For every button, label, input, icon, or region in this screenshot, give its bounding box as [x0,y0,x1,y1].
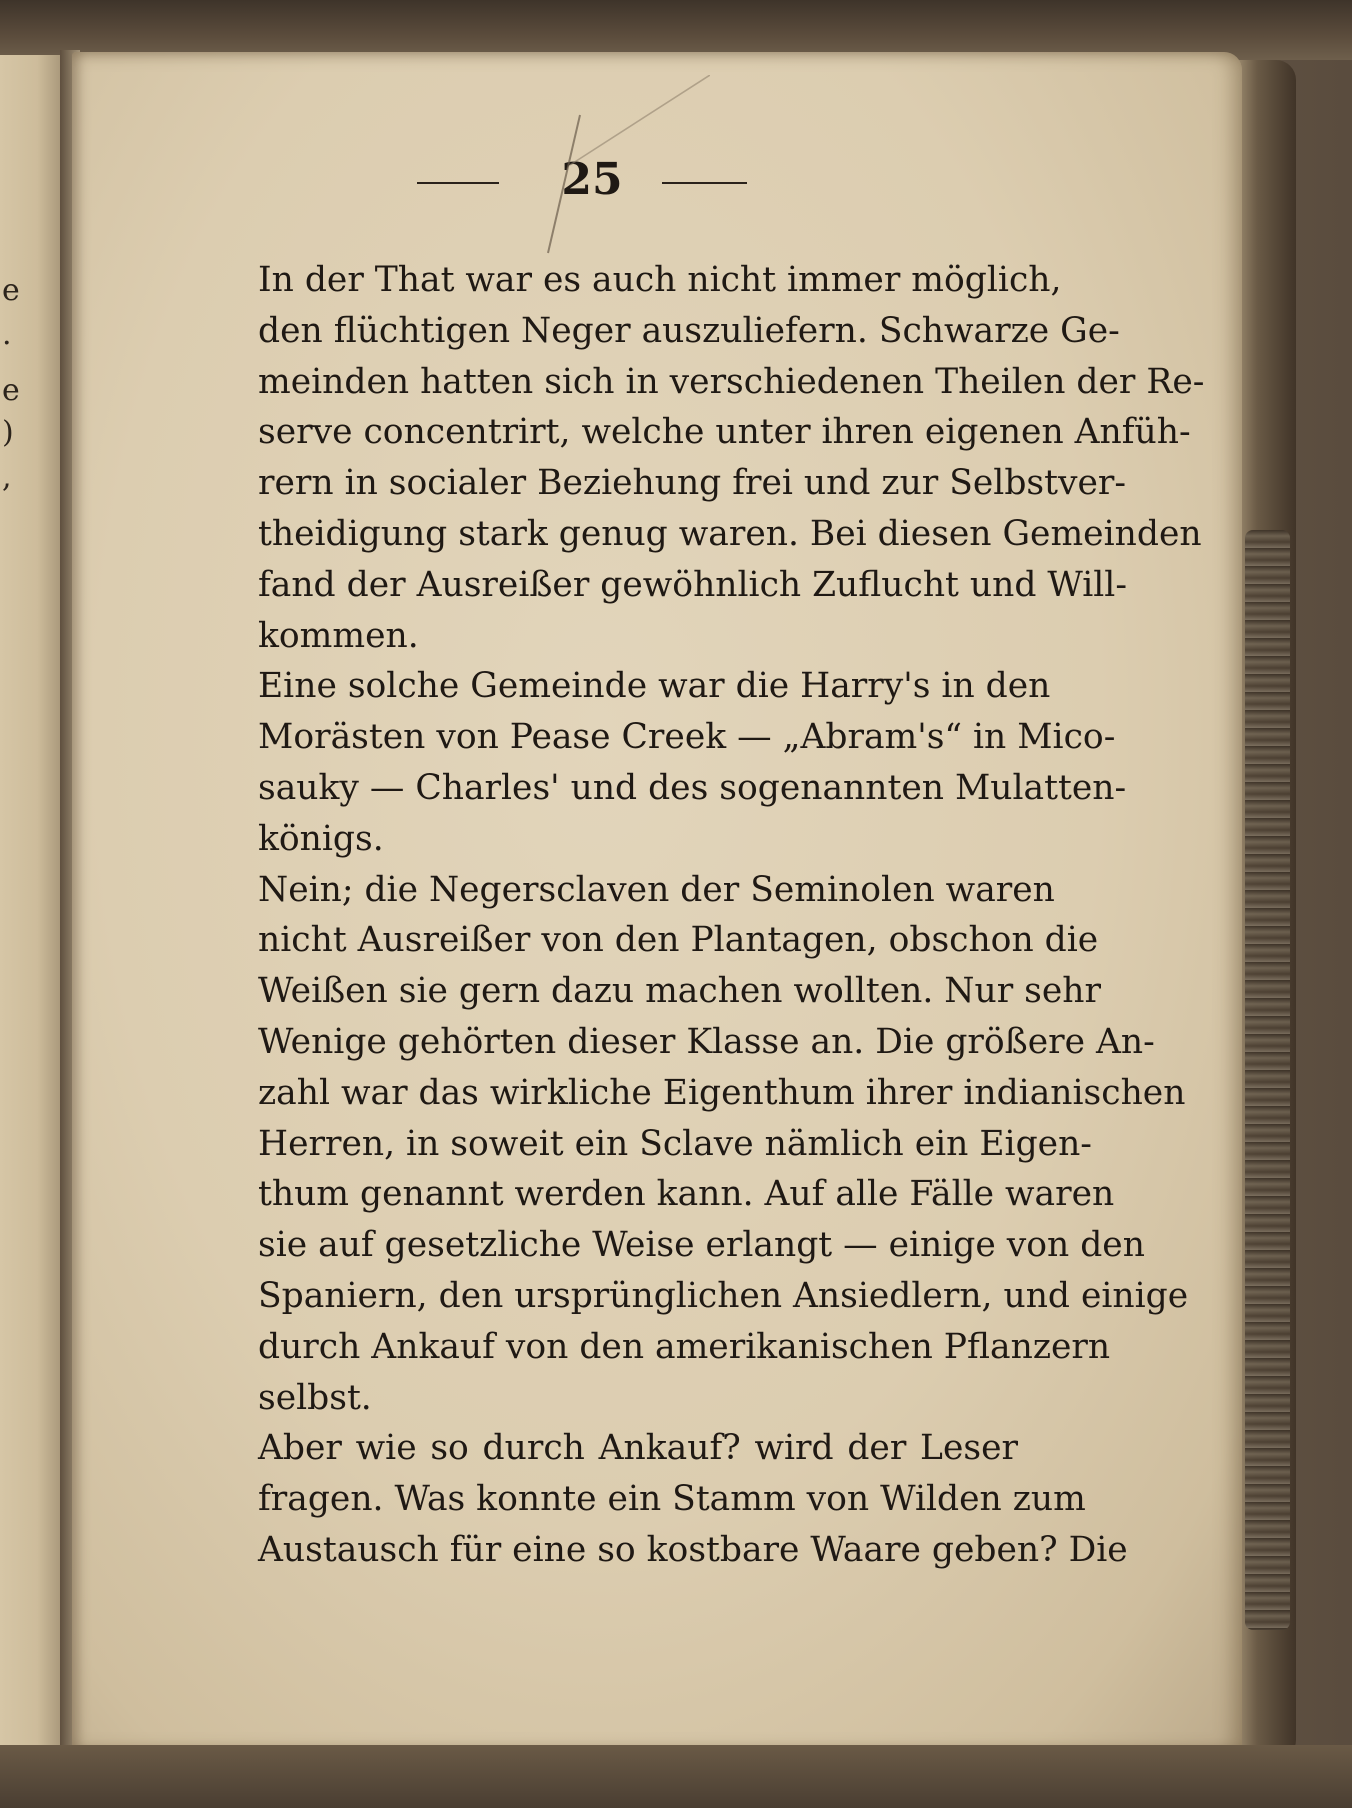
text-line: Aber wie so durch Ankauf? wird der Leser [258,1428,1018,1469]
text-line: zahl war das wirkliche Eigenthum ihrer indianischen [258,1072,1186,1113]
text-line: fand der Ausreißer gewöhnlich Zuflucht und Will- [258,564,1127,605]
header-rule-right [662,182,747,184]
header-rule-left [417,182,499,184]
text-line: meinden hatten sich in verschiedenen Theilen der Re- [258,361,1205,402]
text-line: den flüchtigen Neger auszuliefern. Schwarze Ge- [258,310,1120,351]
left-page-fragment: . [2,317,12,352]
left-page-fragment: , [2,460,12,495]
text-line: sie auf gesetzliche Weise erlangt — einige von den [258,1225,1145,1266]
text-line: Nein; die Negersclaven der Seminolen waren [258,869,1055,910]
text-line: Wenige gehörten dieser Klasse an. Die größere An- [258,1021,1155,1062]
page-number: 25 [561,154,623,205]
left-page-fragment: e [2,373,20,408]
text-line: durch Ankauf von den amerikanischen Pflanzern [258,1326,1111,1367]
page-body-text [168,255,1205,1576]
text-line: thum genannt werden kann. Auf alle Fälle waren [258,1174,1115,1215]
text-line: Eine solche Gemeinde war die Harry's in den [258,666,1051,707]
paragraph [168,1423,1128,1575]
text-line: selbst. [258,1377,372,1418]
text-line: sauky — Charles' und des sogenannten Mulatten- [258,767,1127,808]
page-header [72,150,1242,210]
paragraph [168,661,1127,864]
text-line: Weißen sie gern dazu machen wollten. Nur sehr [258,971,1101,1012]
text-line: Austausch für eine so kostbare Waare geben? Die [258,1529,1128,1570]
worn-edge-texture [1245,530,1290,1630]
paragraph [168,255,1205,661]
text-line: königs. [258,818,384,859]
book-bottom-edge [0,1745,1352,1808]
text-line: Morästen von Pease Creek — „Abram's“ in Mico- [258,717,1116,758]
text-line: fragen. Was konnte ein Stamm von Wilden zum [258,1479,1086,1520]
text-line: Spaniern, den ursprünglichen Ansiedlern, und einige [258,1275,1189,1316]
book-binding-top [0,0,1352,60]
left-page-edge [0,55,65,1745]
text-line: Herren, in soweit ein Sclave nämlich ein Eigen- [258,1123,1092,1164]
paragraph [168,865,1189,1424]
left-page-fragment: ) [2,415,14,450]
left-page-fragment: e [2,273,20,308]
text-line: serve concentrirt, welche unter ihren eigenen Anfüh- [258,412,1191,453]
text-line: theidigung stark genug waren. Bei diesen Gemeinden [258,513,1202,554]
text-line: In der That war es auch nicht immer möglich, [258,260,1062,300]
text-line: kommen. [258,615,419,656]
text-line: rern in socialer Beziehung frei und zur Selbstver- [258,463,1127,504]
text-line: nicht Ausreißer von den Plantagen, obschon die [258,920,1099,961]
